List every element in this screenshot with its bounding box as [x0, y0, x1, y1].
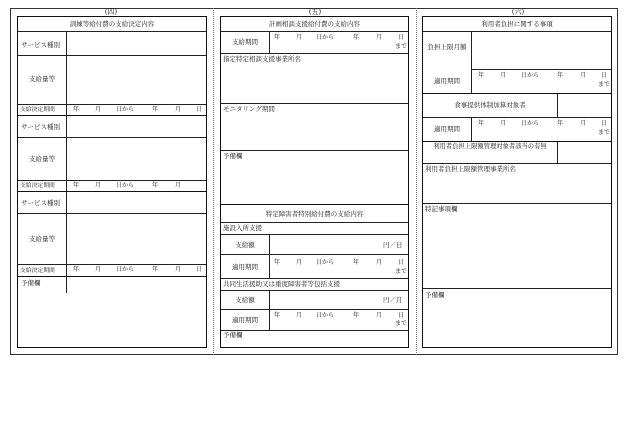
- amount-label: 支給量等: [29, 155, 55, 163]
- monthly-limit-label: 負担上限月額: [427, 43, 467, 51]
- column-divider: [213, 8, 214, 355]
- special-heading: 特定障害者特別給付費の支給内容: [265, 210, 364, 218]
- limit-mgmt-label: 利用者負担上限額管理対象者該当の有無: [433, 143, 547, 150]
- support-period-label: 支給期間: [232, 38, 258, 46]
- pay-amount-label: 支給額: [235, 296, 255, 304]
- period-label: 支給決定期間: [20, 183, 55, 189]
- remarks-label: 予備欄: [21, 279, 41, 287]
- panel-number-4: (四): [104, 8, 118, 16]
- panel-number-6: (六): [511, 8, 525, 16]
- group-living-label: 共同生活援助又は重度障害者等包括支援: [223, 280, 340, 288]
- applicable-period-dates: 年 月 日から 年 月 日: [274, 259, 405, 266]
- remarks-label: 予備欄: [223, 152, 243, 160]
- service-type-label: サービス種別: [21, 199, 60, 207]
- office-name-label: 指定特定相談支援事業所名: [223, 55, 301, 63]
- applicable-period-label: 適用期間: [232, 263, 258, 271]
- period-label: 支給決定期間: [20, 268, 55, 274]
- monitoring-label: モニタリング期間: [223, 105, 275, 113]
- meal-target-label: 食事提供体制加算対象者: [454, 101, 526, 109]
- special-notes-label: 特記事項欄: [425, 205, 458, 213]
- service-type-label: サービス種別: [21, 123, 60, 131]
- limit-office-label: 利用者負担上限額管理事業所名: [425, 165, 516, 173]
- applicable-period-label: 適用期間: [434, 125, 460, 133]
- panel-number-5: (五): [308, 8, 322, 16]
- applicable-period-dates: 年 月 日から 年 月 日: [478, 72, 608, 79]
- applicable-period-label: 適用期間: [232, 316, 258, 324]
- period-dates: 年 月 日から 年 月 日: [73, 266, 203, 273]
- column-divider: [416, 8, 417, 355]
- applicable-period-label: 適用期間: [434, 77, 460, 85]
- panel-6: 利用者負担に関する事項 負担上限月額 適用期間 年 月 日から 年 月 日 まで 食事提供体制加算対象者 適用期間 年 月 日から 年 月 日 まで 利用者負担上限額管理対象者該当の有無 利用者負担上限額管理事業所名 特記事項欄 予備欄: [422, 16, 612, 348]
- period-dates: 年 月 日から 年 月 日: [73, 106, 203, 113]
- panel-5: 計画相談支援給付費の支給内容 支給期間 年 月 日から 年 月 日 まで 指定特定相談支援事業所名 モニタリング期間 予備欄 特定障害者特別給付費の支給内容 施設入所支援 支給額 円／日 適用期間 年 月 日から 年 月 日 まで 共同生活援助又は重度障害者等包括支援 支給額 円／月 適用期間 年 月 日から 年 月 日 まで 予備欄: [220, 16, 409, 348]
- amount-label: 支給量等: [29, 235, 55, 243]
- remarks-label: 予備欄: [425, 291, 445, 299]
- service-type-label: サービス種別: [21, 41, 60, 49]
- period-dates: 年 月 日から 年 月: [73, 182, 182, 189]
- panel-4-heading: 訓練等給付費の支給決定内容: [69, 20, 155, 28]
- panel-6-heading: 利用者負担に関する事項: [481, 20, 553, 28]
- panel-4: [17, 16, 207, 348]
- panel-5-heading: 計画相談支援給付費の支給内容: [269, 20, 360, 28]
- applicable-period-dates: 年 月 日から 年 月 日: [274, 312, 405, 319]
- unit-day: 円／日: [383, 241, 403, 249]
- amount-label: 支給量等: [29, 75, 55, 83]
- support-period-dates: 年 月 日から 年 月 日: [274, 34, 405, 41]
- pay-amount-label: 支給額: [235, 241, 255, 249]
- facility-label: 施設入所支援: [223, 224, 262, 232]
- unit-month: 円／月: [383, 296, 403, 304]
- applicable-period-dates: 年 月 日から 年 月 日: [478, 120, 608, 127]
- period-label: 支給決定期間: [20, 107, 55, 113]
- remarks-label: 予備欄: [223, 331, 243, 339]
